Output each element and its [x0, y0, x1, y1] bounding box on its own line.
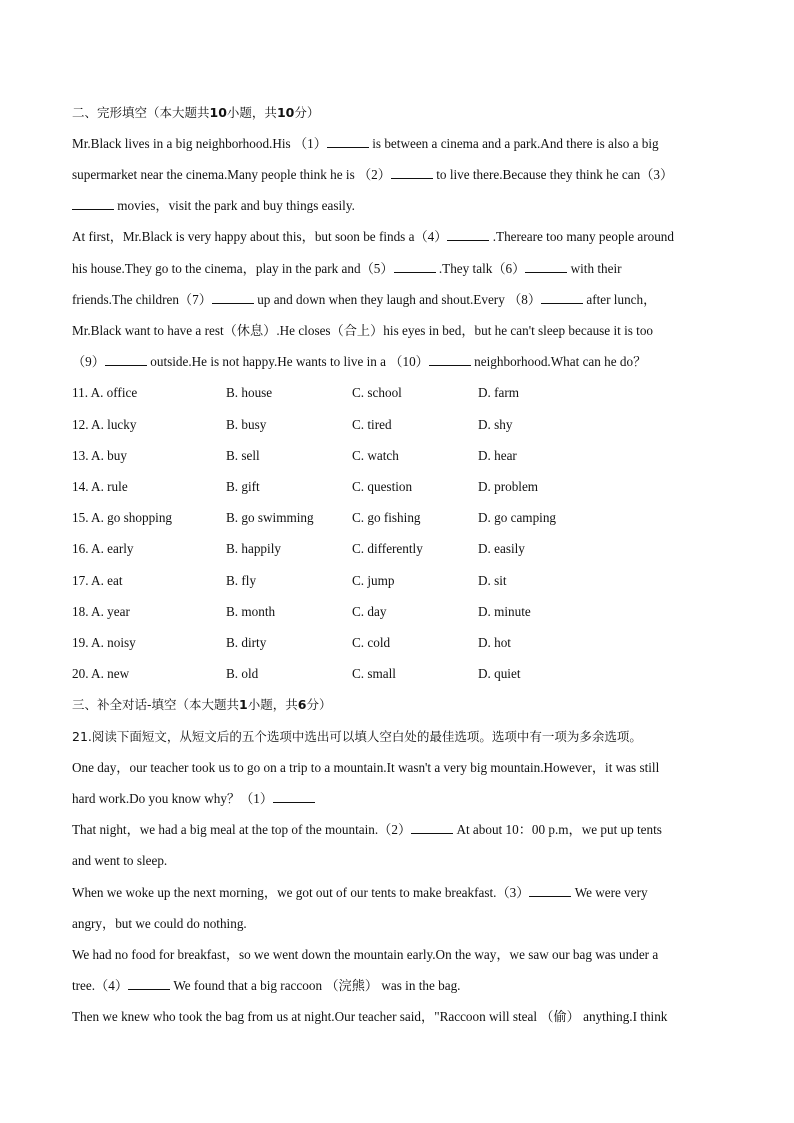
option-a[interactable]: 14. A. rule [72, 479, 128, 494]
answer-blank[interactable] [429, 353, 471, 366]
option-a[interactable]: 12. A. lucky [72, 417, 137, 432]
passage-text: supermarket near the cinema.Many people think he is （2） [72, 167, 391, 182]
option-a[interactable]: 15. A. go shopping [72, 510, 173, 525]
passage-line [72, 291, 656, 309]
option-c[interactable]: C. school [352, 385, 402, 400]
passage-line [72, 135, 659, 153]
option-b[interactable]: B. house [226, 385, 273, 400]
heading-text: 分） [306, 697, 332, 712]
option-b[interactable]: B. happily [226, 541, 281, 556]
passage-text: his house.They go to the cinema，play in the park and（5） [72, 261, 394, 276]
option-d[interactable]: D. go camping [478, 510, 557, 525]
passage-text: is between a cinema and a park.And there is also a big [368, 136, 659, 151]
option-c[interactable]: C. differently [352, 541, 423, 556]
passage-text: .Thereare too many people around [489, 229, 674, 244]
option-d[interactable]: D. hear [478, 448, 517, 463]
option-b[interactable]: B. fly [226, 573, 257, 588]
option-a[interactable]: 20. A. new [72, 666, 130, 681]
passage-line [72, 228, 674, 246]
passage-text: At first，Mr.Black is very happy about this，but soon be finds a（4） [72, 229, 448, 244]
passage-text: We were very [571, 885, 648, 900]
answer-blank[interactable] [411, 821, 453, 834]
passage-text: to live there.Because they think he can（3） [432, 167, 674, 182]
option-c[interactable]: C. jump [352, 573, 395, 588]
answer-blank[interactable] [447, 228, 489, 241]
answer-blank[interactable] [212, 291, 254, 304]
passage-text: neighborhood.What can he do？ [470, 354, 647, 369]
passage-text: tree.（4） [72, 978, 129, 993]
option-c[interactable]: C. question [352, 479, 413, 494]
option-a[interactable]: 13. A. buy [72, 448, 127, 463]
passage-text: That night，we had a big meal at the top of the mountain.（2） [72, 822, 412, 837]
answer-blank[interactable] [391, 166, 433, 179]
passage-line [72, 790, 315, 808]
passage-text: friends.The children（7） [72, 292, 212, 307]
passage-line [72, 166, 673, 184]
answer-blank[interactable] [105, 353, 147, 366]
option-a[interactable]: 19. A. noisy [72, 635, 136, 650]
option-c[interactable]: C. go fishing [352, 510, 421, 525]
passage-text: angry，but we could do nothing. [72, 916, 247, 931]
option-b[interactable]: B. gift [226, 479, 260, 494]
answer-blank[interactable] [394, 260, 436, 273]
passage-text: and went to sleep. [72, 853, 168, 868]
heading-text: 分） [294, 105, 320, 120]
option-a[interactable]: 17. A. eat [72, 573, 123, 588]
passage-text: We had no food for breakfast，so we went down the mountain early.On the way，we saw our bag was under a [72, 947, 659, 962]
passage-text: Mr.Black want to have a rest（休息）.He closes（合上）his eyes in bed，but he can't sleep because it is too [72, 323, 654, 338]
option-c[interactable]: C. cold [352, 635, 391, 650]
option-d[interactable]: D. minute [478, 604, 531, 619]
option-d[interactable]: D. farm [478, 385, 520, 400]
instruction-text: 21.阅读下面短文，从短文后的五个选项中选出可以填人空白处的最佳选项。选项中有一项为多余选项。 [72, 729, 642, 744]
passage-text: hard work.Do you know why？（1） [72, 791, 274, 806]
answer-blank[interactable] [525, 260, 567, 273]
section3-instruction [72, 728, 642, 746]
option-c[interactable]: C. watch [352, 448, 399, 463]
answer-blank[interactable] [541, 291, 583, 304]
answer-blank[interactable] [72, 197, 114, 210]
option-b[interactable]: B. sell [226, 448, 260, 463]
option-c[interactable]: C. tired [352, 417, 392, 432]
passage-line [72, 946, 658, 964]
option-d[interactable]: D. sit [478, 573, 507, 588]
passage-line [72, 759, 659, 777]
passage-line [72, 821, 662, 839]
passage-line [72, 1008, 667, 1026]
answer-blank[interactable] [529, 884, 571, 897]
passage-text: Mr.Black lives in a big neighborhood.His （1） [72, 136, 327, 151]
passage-line [72, 322, 653, 340]
heading-number: 6 [297, 697, 307, 712]
section2-heading [72, 104, 319, 122]
heading-text: 三、补全对话-填空（本大题共 [72, 697, 240, 712]
heading-number: 1 [239, 697, 248, 712]
option-d[interactable]: D. hot [478, 635, 511, 650]
option-d[interactable]: D. shy [478, 417, 513, 432]
passage-text: .They talk（6） [435, 261, 526, 276]
option-d[interactable]: D. quiet [478, 666, 521, 681]
passage-text: up and down when they laugh and shout.Every （8） [253, 292, 542, 307]
heading-text: 小题，共 [226, 105, 277, 120]
passage-text: Then we knew who took the bag from us at night.Our teacher said，"Raccoon will steal （偷） anything.I think [72, 1009, 668, 1024]
passage-line [72, 884, 648, 902]
option-b[interactable]: B. busy [226, 417, 267, 432]
heading-text: 二、完形填空（本大题共 [72, 105, 210, 120]
passage-line [72, 260, 622, 278]
passage-text: At about 10：00 p.m，we put up tents [453, 822, 662, 837]
passage-line [72, 852, 167, 870]
answer-blank[interactable] [327, 135, 369, 148]
option-b[interactable]: B. month [226, 604, 276, 619]
answer-blank[interactable] [273, 790, 315, 803]
passage-text: （9） [72, 354, 105, 369]
option-d[interactable]: D. problem [478, 479, 539, 494]
passage-text: movies，visit the park and buy things easily. [114, 198, 355, 213]
passage-line [72, 977, 460, 995]
heading-number: 10 [209, 105, 227, 120]
section3-heading [72, 696, 331, 714]
option-a[interactable]: 11. A. office [72, 385, 138, 400]
passage-text: with their [567, 261, 622, 276]
option-b[interactable]: B. go swimming [226, 510, 314, 525]
option-d[interactable]: D. easily [478, 541, 525, 556]
passage-text: outside.He is not happy.He wants to live in a （10） [146, 354, 429, 369]
option-b[interactable]: B. dirty [226, 635, 267, 650]
answer-blank[interactable] [128, 977, 170, 990]
heading-number: 10 [276, 105, 295, 120]
option-c[interactable]: C. day [352, 604, 387, 619]
passage-line [72, 353, 646, 371]
passage-text: When we woke up the next morning，we got out of our tents to make breakfast.（3） [72, 885, 530, 900]
passage-line [72, 197, 355, 215]
passage-text: We found that a big raccoon （浣熊） was in the bag. [170, 978, 461, 993]
option-a[interactable]: 18. A. year [72, 604, 130, 619]
heading-text: 小题，共 [247, 697, 298, 712]
option-b[interactable]: B. old [226, 666, 259, 681]
passage-text: One day，our teacher took us to go on a trip to a mountain.It wasn't a very big mountain.However，it was still [72, 760, 660, 775]
option-a[interactable]: 16. A. early [72, 541, 134, 556]
passage-line [72, 915, 247, 933]
option-c[interactable]: C. small [352, 666, 396, 681]
passage-text: after lunch， [583, 292, 657, 307]
